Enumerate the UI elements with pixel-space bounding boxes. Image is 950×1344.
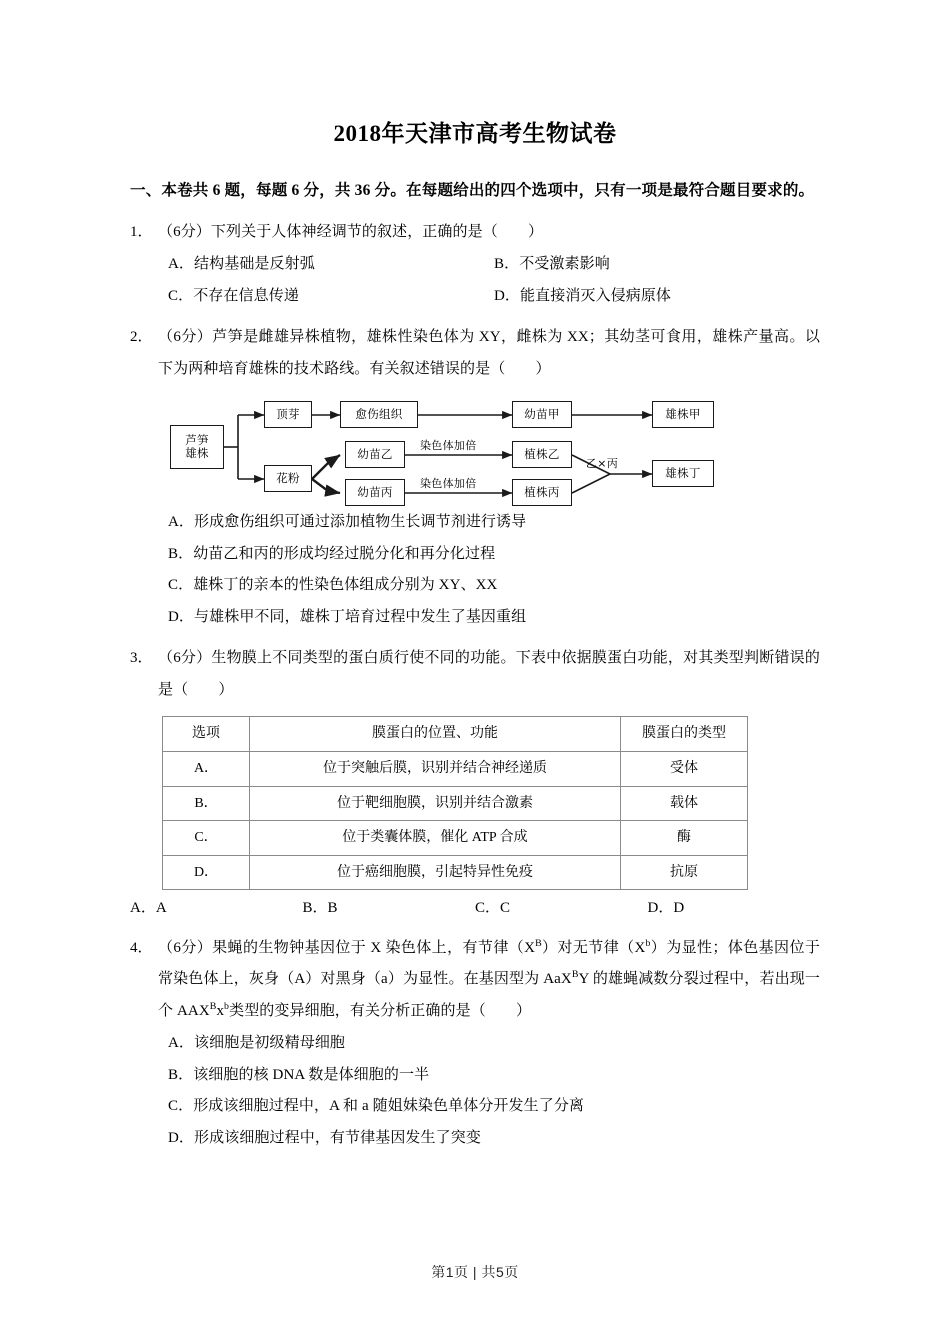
q4-sup-2: b	[645, 937, 651, 949]
table-cell-function-a: 位于突触后膜，识别并结合神经递质	[250, 752, 621, 787]
table-cell-function-c: 位于类囊体膜，催化 ATP 合成	[250, 821, 621, 856]
membrane-protein-table	[162, 716, 748, 890]
question-2-stem	[130, 322, 820, 385]
q4-sup-3: B	[571, 969, 579, 981]
question-1-options	[168, 249, 820, 312]
q4-part-5: x	[216, 1002, 225, 1019]
table-header-type: 膜蛋白的类型	[621, 717, 748, 752]
question-1-option-row-1	[168, 249, 820, 281]
question-1-option-row-2	[168, 281, 820, 313]
flowchart-node-seedling-jia: 幼苗甲	[512, 401, 572, 428]
flowchart-node-male-ding: 雄株丁	[652, 460, 714, 487]
question-2-option-b[interactable]: B．幼苗乙和丙的形成均经过脱分化和再分化过程	[168, 545, 496, 562]
question-1-option-d[interactable]: D．能直接消灭入侵病原体	[494, 287, 672, 304]
table-cell-type-d: 抗原	[621, 855, 748, 890]
q4-sup-1: B	[535, 937, 542, 949]
flowchart-node-apical-bud: 顶芽	[264, 401, 312, 428]
table-header-option: 选项	[163, 717, 250, 752]
question-2-number: 2．	[130, 329, 153, 346]
page-title: 2018年天津市高考生物试卷	[333, 121, 617, 146]
table-cell-function-d: 位于癌细胞膜，引起特异性免疫	[250, 855, 621, 890]
q4-part-2: ）对无节律（X	[541, 939, 646, 956]
flowchart-node-source-line2: 雄株	[185, 446, 209, 461]
asparagus-breeding-flowchart	[162, 393, 722, 501]
q4-part-4: Y 的雄蝇减数分裂过程中，若出现一个 AAX	[158, 971, 820, 1019]
flowchart-node-male-jia: 雄株甲	[652, 401, 714, 428]
table-cell-type-a: 受体	[621, 752, 748, 787]
question-1-stem	[130, 217, 820, 249]
q4-part-6: 类型的变异细胞，有关分析正确的是（ ）	[229, 1002, 532, 1019]
question-3	[130, 643, 820, 922]
question-2-option-c[interactable]: C．雄株丁的亲本的性染色体组成分别为 XY、XX	[168, 577, 498, 594]
q4-part-3: ）为显性；体色基因位于常染色体上，灰身（A）对黑身（a）为显性。在基因型为 AaX	[158, 939, 820, 988]
table-row	[163, 786, 748, 821]
flowchart-label-doubling-upper: 染色体加倍	[420, 439, 477, 453]
flowchart-label-cross: 乙×丙	[586, 457, 619, 471]
table-row	[163, 855, 748, 890]
question-3-answer-b[interactable]: B．B	[302, 900, 338, 917]
question-4-option-d[interactable]: D．形成该细胞过程中，有节律基因发生了突变	[168, 1129, 481, 1146]
flowchart-node-seedling-bing: 幼苗丙	[345, 479, 405, 506]
page-footer: 第1页 | 共5页	[431, 1264, 519, 1280]
question-1	[130, 217, 820, 313]
table-cell-option-d: D．	[163, 855, 250, 890]
question-3-stem	[130, 643, 820, 706]
flowchart-node-source	[170, 425, 224, 469]
flowchart-label-doubling-lower: 染色体加倍	[420, 477, 477, 491]
question-4-stem	[130, 933, 820, 1028]
question-2-text: （6分）芦笋是雌雄异株植物，雄株性染色体为 XY，雌株为 XX；其幼茎可食用，雄株产量高。以下为两种培育雄株的技术路线。有关叙述错误的是（ ）	[158, 329, 820, 377]
question-2-option-a[interactable]: A．形成愈伤组织可通过添加植物生长调节剂进行诱导	[168, 514, 527, 531]
question-4-text	[158, 933, 820, 1028]
table-header-row	[163, 717, 748, 752]
question-3-text: （6分）生物膜上不同类型的蛋白质行使不同的功能。下表中依据膜蛋白功能，对其类型判断错误的是（ ）	[158, 650, 820, 698]
flowchart-node-plant-bing: 植株丙	[512, 479, 572, 506]
question-4-option-a[interactable]: A．该细胞是初级精母细胞	[168, 1035, 346, 1052]
question-4-option-c[interactable]: C．形成该细胞过程中，A 和 a 随姐妹染色单体分开发生了分离	[168, 1098, 585, 1115]
table-row	[163, 752, 748, 787]
question-4-options	[168, 1028, 820, 1154]
table-row	[163, 821, 748, 856]
question-2	[130, 322, 820, 633]
question-1-number: 1．	[130, 223, 153, 240]
table-cell-type-c: 酶	[621, 821, 748, 856]
question-1-option-b[interactable]: B．不受激素影响	[494, 256, 610, 273]
question-4	[130, 933, 820, 1155]
question-3-answer-a[interactable]: A．A	[130, 900, 167, 917]
question-1-option-a[interactable]: A．结构基础是反射弧	[168, 256, 315, 273]
table-cell-function-b: 位于靶细胞膜，识别并结合激素	[250, 786, 621, 821]
flowchart-node-source-line1: 芦笋	[185, 432, 209, 447]
question-2-options	[168, 507, 820, 633]
question-4-option-b[interactable]: B．该细胞的核 DNA 数是体细胞的一半	[168, 1066, 430, 1083]
flowchart-node-seedling-yi: 幼苗乙	[345, 441, 405, 468]
table-cell-option-c: C．	[163, 821, 250, 856]
question-3-answer-d[interactable]: D．D	[647, 900, 685, 917]
table-cell-option-a: A．	[163, 752, 250, 787]
q4-sup-4: B	[209, 1000, 217, 1012]
table-cell-option-b: B．	[163, 786, 250, 821]
question-1-text: （6分）下列关于人体神经调节的叙述，正确的是（ ）	[158, 223, 544, 240]
question-3-answer-c[interactable]: C．C	[475, 900, 511, 917]
question-3-number: 3．	[130, 650, 153, 667]
question-2-option-d[interactable]: D．与雄株甲不同，雄株丁培育过程中发生了基因重组	[168, 608, 527, 625]
q4-sup-5: b	[224, 1000, 230, 1012]
table-cell-type-b: 载体	[621, 786, 748, 821]
question-3-answer-choices	[130, 894, 820, 923]
flowchart-node-pollen: 花粉	[264, 465, 312, 492]
section-instructions: 一、本卷共 6 题，每题 6 分，共 36 分。在每题给出的四个选项中，只有一项是最符合题目要求的。	[130, 181, 815, 199]
flowchart-node-plant-yi: 植株乙	[512, 441, 572, 468]
question-1-option-c[interactable]: C．不存在信息传递	[168, 287, 299, 304]
table-header-function: 膜蛋白的位置、功能	[250, 717, 621, 752]
question-4-number: 4．	[130, 939, 153, 956]
flowchart-node-callus: 愈伤组织	[340, 401, 418, 428]
q4-part-1: （6分）果蝇的生物钟基因位于 X 染色体上，有节律（X	[158, 939, 536, 956]
